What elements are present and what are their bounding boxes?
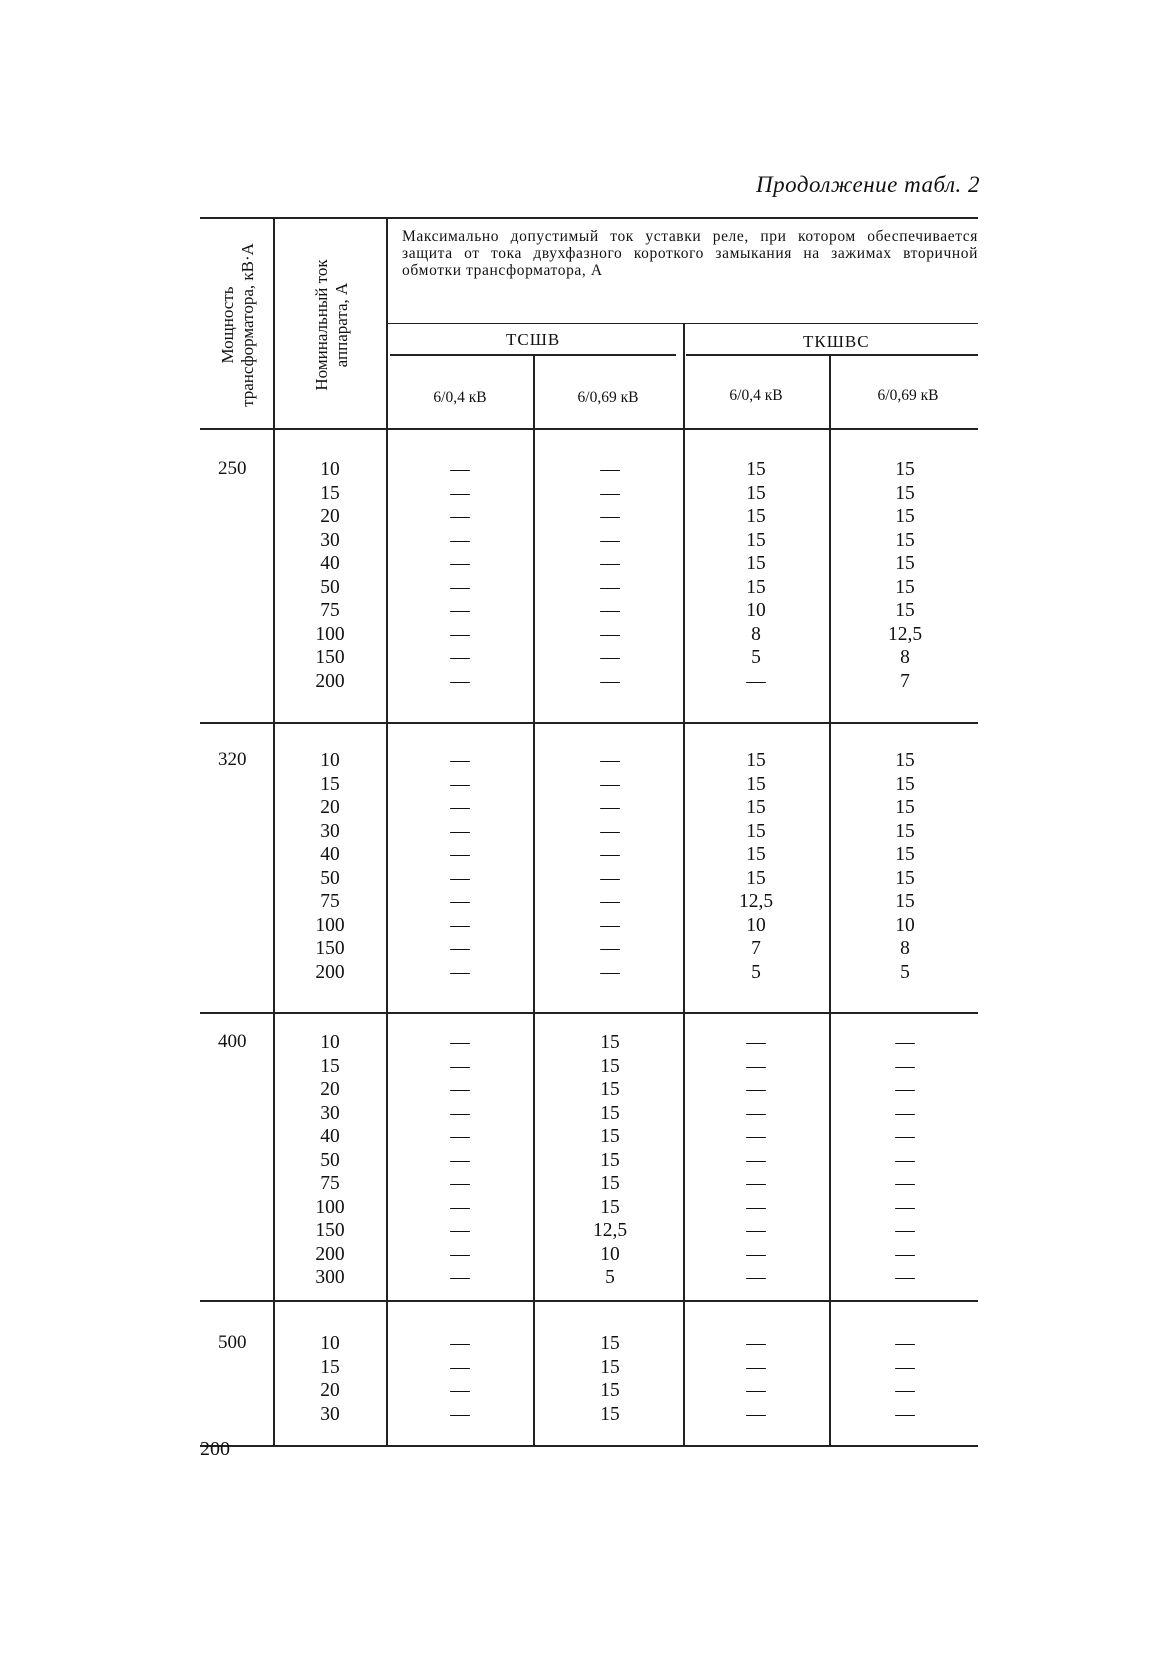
table-cell: —: [600, 820, 620, 842]
col-rule-5: [829, 356, 831, 1445]
table-cell: 10: [746, 600, 766, 621]
group-tkshvs: ТКШВС: [803, 332, 870, 351]
table-cell: 12,5: [592, 1220, 628, 1241]
value-column-c3: [716, 749, 796, 984]
table-cell: 75: [320, 1173, 340, 1194]
table-cell: —: [600, 482, 620, 504]
table-cell: —: [450, 529, 470, 551]
table-cell: 15: [320, 1055, 340, 1077]
table-cell: 15: [320, 1356, 340, 1378]
table-cell: —: [600, 600, 620, 621]
table-cell: 30: [320, 529, 340, 551]
table-cell: 15: [746, 867, 766, 889]
table-cell: 8: [900, 647, 910, 668]
table-cell: —: [746, 1220, 766, 1241]
value-column-c2: [570, 1031, 650, 1290]
table-cell: 15: [746, 459, 766, 480]
table-cell: —: [450, 623, 470, 645]
table-cell: 5: [605, 1267, 615, 1288]
table-cell: —: [450, 820, 470, 842]
table-cell: —: [600, 961, 620, 983]
header-current: [312, 230, 352, 420]
table-cell: —: [450, 1267, 470, 1288]
sub-tsshv-04: 6/0,4 кВ: [433, 389, 487, 406]
table-cell: —: [895, 1333, 915, 1354]
table-cell: 40: [320, 1126, 340, 1147]
table-cell: 150: [315, 1220, 345, 1241]
table-cell: 40: [320, 844, 340, 865]
table-cell: 15: [895, 820, 915, 842]
table-cell: 8: [751, 623, 761, 645]
table-cell: —: [895, 1403, 915, 1425]
sub-tsshv-069: 6/0,69 кВ: [577, 389, 639, 406]
value-column-c2: [570, 1332, 650, 1426]
table-cell: —: [600, 670, 620, 692]
table-cell: 20: [320, 506, 340, 527]
table-cell: 10: [320, 1333, 340, 1354]
table-cell: 15: [895, 529, 915, 551]
table-cell: —: [746, 1102, 766, 1124]
table-cell: —: [600, 623, 620, 645]
table-cell: 15: [600, 1102, 620, 1124]
table-cell: 15: [600, 1173, 620, 1194]
table-cell: —: [895, 1267, 915, 1288]
table-cell: —: [746, 1196, 766, 1218]
table-cell: —: [450, 1243, 470, 1265]
header-power: [218, 230, 258, 420]
table-cell: —: [895, 1126, 915, 1147]
table-cell: 15: [600, 1333, 620, 1354]
table-cell: 200: [315, 1243, 345, 1265]
table-cell: —: [450, 750, 470, 771]
table-cell: —: [450, 1102, 470, 1124]
value-column-c1: [420, 1332, 500, 1426]
table-cell: —: [895, 1079, 915, 1100]
value-column-c4: [865, 749, 945, 984]
value-column-c2: [570, 749, 650, 984]
table-cell: —: [600, 867, 620, 889]
table-cell: 15: [746, 529, 766, 551]
table-cell: 15: [895, 459, 915, 480]
table-cell: —: [600, 529, 620, 551]
table-cell: —: [746, 1333, 766, 1354]
table-cell: 15: [895, 844, 915, 865]
current-column: [290, 749, 370, 984]
table-cell: 15: [746, 844, 766, 865]
table-cell: 10: [895, 914, 915, 936]
table-cell: 5: [751, 961, 761, 983]
table-cell: —: [895, 1032, 915, 1053]
table-cell: —: [600, 938, 620, 959]
table-cell: —: [746, 1243, 766, 1265]
table-cell: 15: [320, 773, 340, 795]
table-cell: —: [895, 1243, 915, 1265]
table-cell: 15: [895, 797, 915, 818]
value-column-c1: [420, 1031, 500, 1290]
table-cell: —: [450, 1055, 470, 1077]
table-cell: —: [746, 1267, 766, 1288]
table-cell: 5: [751, 647, 761, 668]
table-cell: —: [450, 482, 470, 504]
table-cell: 15: [895, 482, 915, 504]
table-cell: —: [746, 1356, 766, 1378]
table-cell: 10: [600, 1243, 620, 1265]
table-cell: 30: [320, 1102, 340, 1124]
table-cell: —: [450, 1079, 470, 1100]
col-rule-1: [273, 217, 275, 1445]
table-cell: —: [895, 1055, 915, 1077]
table-cell: —: [450, 1333, 470, 1354]
table-cell: 300: [315, 1267, 345, 1288]
value-column-c3: [716, 458, 796, 693]
table-cell: —: [600, 750, 620, 771]
table-cell: —: [450, 459, 470, 480]
table-cell: —: [450, 797, 470, 818]
table-cell: 75: [320, 600, 340, 621]
table-cell: 8: [900, 938, 910, 959]
table-cell: 15: [746, 506, 766, 527]
table-bottom-rule: [200, 1445, 978, 1447]
table-cell: 15: [746, 482, 766, 504]
table-cell: —: [450, 647, 470, 668]
header-bottom-rule: [200, 428, 978, 430]
table-cell: —: [600, 891, 620, 912]
table-cell: 15: [600, 1079, 620, 1100]
header-max-current-text: Максимально допустимый ток уставки реле, при котором обеспечивается защита от тока двухфазного короткого замыкания на зажимах вторичной обмотки трансформатора, А: [402, 228, 978, 279]
table-cell: 10: [320, 1032, 340, 1053]
table-cell: 30: [320, 1403, 340, 1425]
table-cell: 15: [320, 482, 340, 504]
table-cell: 15: [746, 820, 766, 842]
table-cell: —: [450, 1196, 470, 1218]
table-cell: 10: [320, 750, 340, 771]
table-cell: —: [746, 1079, 766, 1100]
table-cell: —: [450, 844, 470, 865]
table-cell: —: [450, 914, 470, 936]
table-cell: 15: [746, 553, 766, 574]
sub-tkshvs-04: 6/0,4 кВ: [729, 387, 783, 404]
table-cell: —: [746, 1149, 766, 1171]
table-cell: 150: [315, 938, 345, 959]
table-cell: —: [600, 576, 620, 598]
table-cell: —: [450, 1380, 470, 1401]
value-column-c3: [716, 1332, 796, 1426]
table-cell: 50: [320, 1149, 340, 1171]
table-cell: 200: [315, 961, 345, 983]
block-rule-1: [200, 722, 978, 724]
table-cell: —: [450, 1126, 470, 1147]
table-cell: 20: [320, 797, 340, 818]
value-column-c1: [420, 458, 500, 693]
table-cell: —: [450, 1220, 470, 1241]
header-max-current: [402, 228, 978, 279]
current-column: [290, 1332, 370, 1426]
table-cell: —: [746, 1403, 766, 1425]
table-cell: —: [450, 670, 470, 692]
table-cell: —: [746, 1126, 766, 1147]
value-column-c3: [716, 1031, 796, 1290]
value-column-c4: [865, 1031, 945, 1290]
table-cell: 15: [600, 1196, 620, 1218]
table-cell: 15: [600, 1380, 620, 1401]
table-cell: 10: [746, 914, 766, 936]
table-cell: —: [600, 797, 620, 818]
table-cell: —: [600, 844, 620, 865]
block-rule-3: [200, 1300, 978, 1302]
table-cell: —: [895, 1380, 915, 1401]
table-cell: —: [895, 1173, 915, 1194]
table-cell: 15: [895, 576, 915, 598]
table-cell: —: [450, 553, 470, 574]
table-cell: 15: [895, 553, 915, 574]
table-cell: —: [450, 576, 470, 598]
col-rule-4: [683, 323, 685, 1445]
table-cell: 15: [600, 1356, 620, 1378]
table-cell: 15: [895, 773, 915, 795]
table-cell: 100: [315, 914, 345, 936]
header-current-text: Номинальный ток аппарата, А: [312, 259, 351, 391]
table-cell: —: [450, 600, 470, 621]
table-cell: —: [450, 1173, 470, 1194]
table-cell: 15: [746, 773, 766, 795]
value-column-c4: [865, 1332, 945, 1426]
header-power-text: Мощность трансформатора, кВ·А: [218, 243, 257, 407]
table-cell: —: [600, 647, 620, 668]
table-cell: —: [895, 1102, 915, 1124]
table-cell: —: [600, 553, 620, 574]
table-cell: 10: [320, 459, 340, 480]
table-cell: 5: [900, 961, 910, 983]
table-cell: 50: [320, 576, 340, 598]
table-cell: 15: [895, 600, 915, 621]
table-cell: 20: [320, 1079, 340, 1100]
table-cell: —: [746, 1055, 766, 1077]
table-cell: —: [600, 914, 620, 936]
table-cell: —: [746, 670, 766, 692]
table-cell: 20: [320, 1380, 340, 1401]
sub-tkshvs-069: 6/0,69 кВ: [877, 387, 939, 404]
table-cell: 30: [320, 820, 340, 842]
table-cell: —: [895, 1196, 915, 1218]
table-cell: —: [450, 506, 470, 527]
table-cell: —: [450, 938, 470, 959]
table-cell: —: [450, 1403, 470, 1425]
table-cell: 40: [320, 553, 340, 574]
table-cell: —: [746, 1173, 766, 1194]
table-cell: —: [600, 459, 620, 480]
col-rule-3: [533, 356, 535, 1445]
current-column: [290, 1031, 370, 1290]
table-cell: 15: [600, 1149, 620, 1171]
table-cell: 15: [600, 1055, 620, 1077]
table-caption: Продолжение табл. 2: [756, 172, 980, 197]
block-rule-2: [200, 1012, 978, 1014]
table-cell: 15: [746, 576, 766, 598]
table-cell: 15: [600, 1032, 620, 1053]
table-cell: —: [895, 1220, 915, 1241]
power-value: 400: [218, 1031, 247, 1052]
table-cell: —: [450, 1149, 470, 1171]
table-cell: 200: [315, 670, 345, 692]
current-column: [290, 458, 370, 693]
table-cell: 15: [895, 750, 915, 771]
table-top-rule: [200, 217, 978, 219]
table-cell: 15: [746, 750, 766, 771]
table-cell: —: [450, 961, 470, 983]
value-column-c2: [570, 458, 650, 693]
table-cell: 15: [600, 1403, 620, 1425]
table-cell: 15: [600, 1126, 620, 1147]
table-cell: 7: [900, 670, 910, 692]
table-cell: 15: [895, 506, 915, 527]
table-cell: 100: [315, 623, 345, 645]
table-cell: —: [450, 1032, 470, 1053]
table-cell: —: [746, 1380, 766, 1401]
page-number: 200: [200, 1438, 230, 1460]
power-value: 250: [218, 458, 247, 479]
table-cell: 50: [320, 867, 340, 889]
table-cell: 15: [895, 891, 915, 912]
table-cell: 15: [895, 867, 915, 889]
table-cell: —: [895, 1356, 915, 1378]
table-cell: —: [895, 1149, 915, 1171]
table-cell: —: [450, 1356, 470, 1378]
value-column-c4: [865, 458, 945, 693]
value-column-c1: [420, 749, 500, 984]
table-cell: 15: [746, 797, 766, 818]
power-value: 500: [218, 1332, 247, 1353]
header-rule-tkshvs: [686, 354, 978, 356]
table-cell: 150: [315, 647, 345, 668]
table-cell: 75: [320, 891, 340, 912]
table-cell: 12,5: [887, 623, 923, 645]
table-cell: —: [450, 891, 470, 912]
table-cell: 100: [315, 1196, 345, 1218]
table-cell: —: [600, 506, 620, 527]
col-rule-2: [386, 217, 388, 1445]
table-cell: —: [450, 867, 470, 889]
table-cell: 12,5: [738, 891, 774, 912]
table-cell: 7: [751, 938, 761, 959]
table-cell: —: [600, 773, 620, 795]
table-cell: —: [746, 1032, 766, 1053]
power-value: 320: [218, 749, 247, 770]
table-cell: —: [450, 773, 470, 795]
group-tsshv: ТСШВ: [506, 330, 561, 349]
